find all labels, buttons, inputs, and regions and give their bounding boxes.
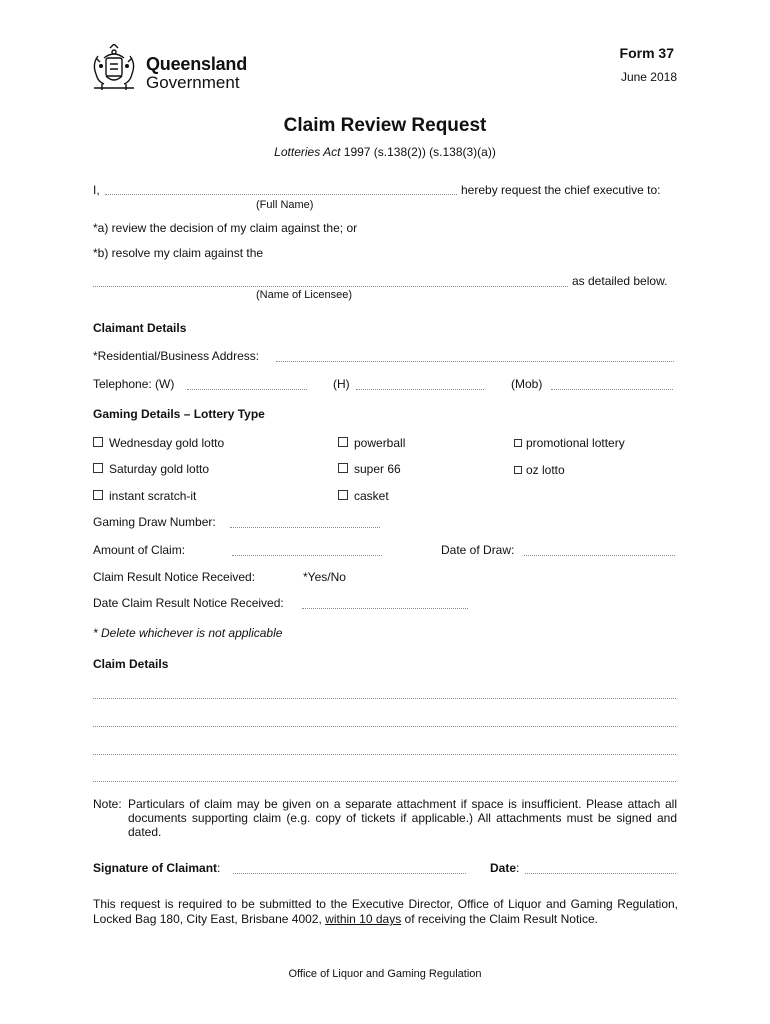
- page-footer: Office of Liquor and Gaming Regulation: [288, 968, 482, 980]
- signature-date-label: Date: [490, 861, 517, 875]
- act-name: Lotteries Act: [274, 145, 341, 159]
- option-super66[interactable]: [338, 462, 401, 476]
- signature-field[interactable]: [233, 873, 466, 874]
- form-date: June 2018: [620, 70, 677, 84]
- option-promotional[interactable]: [514, 436, 625, 450]
- checkbox-scratch[interactable]: [93, 490, 103, 500]
- date-of-draw-label: Date of Draw:: [441, 543, 515, 557]
- claim-details-heading: Claim Details: [93, 657, 169, 671]
- form-number: Form 37: [619, 45, 674, 61]
- amount-field[interactable]: [232, 555, 382, 556]
- address-label: *Residential/Business Address:: [93, 349, 260, 363]
- label-wednesday: Wednesday gold lotto: [109, 436, 225, 450]
- logo-line1: Queensland: [146, 54, 248, 74]
- signature-date-colon: :: [516, 861, 520, 875]
- signature-row: [93, 861, 220, 875]
- checkbox-super66[interactable]: [338, 463, 348, 473]
- telephone-mob-label: (Mob): [511, 377, 543, 391]
- note-prefix: Note:: [93, 797, 122, 811]
- claim-details-line-2[interactable]: [93, 726, 676, 727]
- checkbox-promotional[interactable]: [514, 439, 522, 447]
- coat-of-arms-icon: [88, 44, 140, 94]
- option-wednesday[interactable]: [93, 436, 224, 450]
- submission-after: of receiving the Claim Result Notice.: [401, 912, 598, 926]
- telephone-w-label: Telephone: (W): [93, 377, 175, 391]
- telephone-mob-field[interactable]: [551, 389, 673, 390]
- full-name-label: (Full Name): [256, 199, 314, 211]
- submission-deadline: within 10 days: [325, 912, 402, 926]
- licensee-label: (Name of Licensee): [256, 289, 352, 301]
- signature-label: Signature of Claimant: [93, 861, 218, 875]
- address-field[interactable]: [276, 361, 674, 362]
- detailed-below: as detailed below.: [572, 274, 668, 288]
- delete-note: * Delete whichever is not applicable: [93, 626, 283, 640]
- claimant-heading: Claimant Details: [93, 321, 187, 335]
- label-scratch: instant scratch-it: [109, 489, 197, 503]
- option-a: *a) review the decision of my claim against the; or: [93, 221, 358, 235]
- label-super66: super 66: [354, 462, 401, 476]
- yes-no-option[interactable]: *Yes/No: [303, 570, 346, 584]
- telephone-h-field[interactable]: [356, 389, 484, 390]
- amount-label: Amount of Claim:: [93, 543, 186, 557]
- checkbox-wednesday[interactable]: [93, 437, 103, 447]
- result-notice-label: Claim Result Notice Received:: [93, 570, 256, 584]
- intro-prefix: I,: [93, 183, 100, 197]
- telephone-w-field[interactable]: [187, 389, 307, 390]
- label-casket: casket: [354, 489, 389, 503]
- option-saturday[interactable]: [93, 462, 209, 476]
- draw-number-field[interactable]: [230, 527, 380, 528]
- submission-text: [93, 897, 678, 927]
- option-scratch[interactable]: [93, 489, 196, 503]
- date-result-label: Date Claim Result Notice Received:: [93, 596, 284, 610]
- claim-details-line-1[interactable]: [93, 698, 676, 699]
- option-ozlotto[interactable]: [514, 463, 565, 477]
- date-row: [490, 861, 519, 875]
- gaming-heading: Gaming Details – Lottery Type: [93, 407, 265, 421]
- checkbox-powerball[interactable]: [338, 437, 348, 447]
- page-subtitle: [0, 145, 770, 159]
- date-result-field[interactable]: [302, 608, 468, 609]
- intro-suffix: hereby request the chief executive to:: [461, 183, 661, 197]
- label-ozlotto: oz lotto: [526, 463, 565, 477]
- checkbox-ozlotto[interactable]: [514, 466, 522, 474]
- checkbox-saturday[interactable]: [93, 463, 103, 473]
- act-citation: 1997 (s.138(2)) (s.138(3)(a)): [340, 145, 496, 159]
- telephone-h-label: (H): [333, 377, 350, 391]
- claim-details-line-4[interactable]: [93, 781, 676, 782]
- signature-date-field[interactable]: [525, 873, 676, 874]
- label-saturday: Saturday gold lotto: [109, 462, 210, 476]
- licensee-field[interactable]: [93, 286, 568, 287]
- page-title: Claim Review Request: [283, 115, 487, 136]
- signature-colon: :: [217, 861, 221, 875]
- full-name-field[interactable]: [105, 194, 457, 195]
- qld-government-logo: [88, 44, 248, 94]
- logo-line2: Government: [146, 73, 240, 92]
- submission-before: This request is required to be submitted to the Executive Director, Office of Liquor and Gaming Regulation, Locked Bag 180, City East, Brisbane 4002,: [93, 897, 678, 926]
- option-powerball[interactable]: [338, 436, 405, 450]
- note-text: Particulars of claim may be given on a separate attachment if space is insufficient. Please attach all documents supporting claim (e.g. copy of tickets if applicable.) All attachments must be signed and dated.: [128, 797, 677, 839]
- checkbox-casket[interactable]: [338, 490, 348, 500]
- date-of-draw-field[interactable]: [524, 555, 675, 556]
- draw-number-label: Gaming Draw Number:: [93, 515, 216, 529]
- claim-details-line-3[interactable]: [93, 754, 676, 755]
- option-casket[interactable]: [338, 489, 389, 503]
- label-promotional: promotional lottery: [526, 436, 625, 450]
- option-b: *b) resolve my claim against the: [93, 246, 264, 260]
- label-powerball: powerball: [354, 436, 406, 450]
